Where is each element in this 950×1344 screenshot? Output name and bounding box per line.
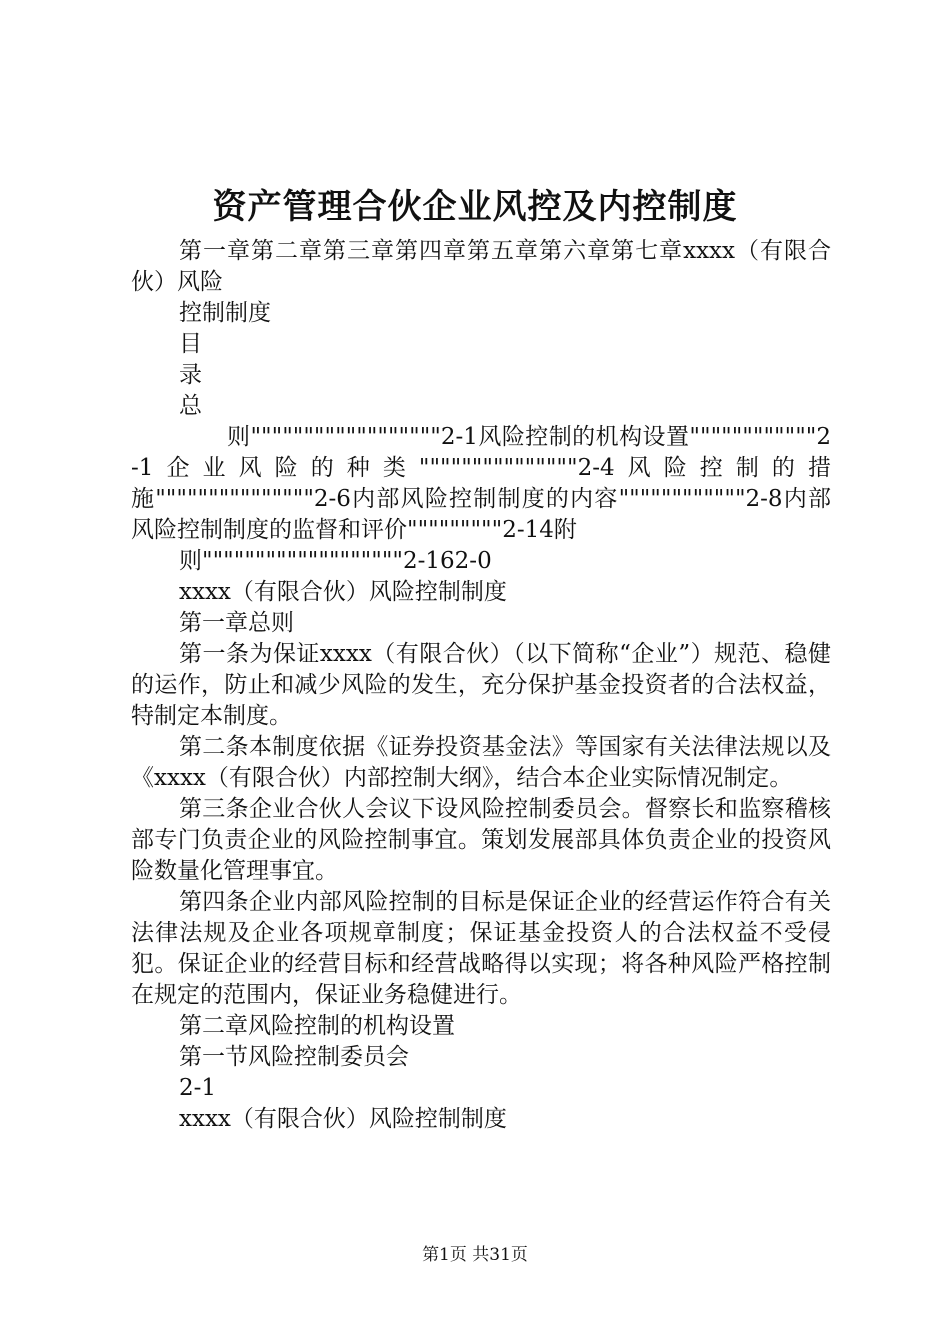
toc-heading-char: 总 — [179, 393, 202, 419]
article-paragraph: 第一条为保证xxxx（有限合伙）（以下简称“企业”）规范、稳健的运作，防止和减少风险的发生，充分保护基金投资者的合法权益，特制定本制度。 — [131, 641, 831, 729]
toc-heading-line: 控制制度 — [179, 300, 271, 326]
toc-entries: 则""""""""""""""""""2-1风险控制的机构设置""""""""""""2-1企业风险的种类"""""""""""""""2-4风险控制的措施"""""""""""""""2-6内部风险控制制度的内容""""""""""""2-8内部风险控制制度的监督和评价"""""""""2-14附 — [131, 424, 831, 543]
article-paragraph: 第四条企业内部风险控制的目标是保证企业的经营运作符合有关法律法规及企业各项规章制度；保证基金投资人的合法权益不受侵犯。保证企业的经营目标和经营战略得以实现；将各种风险严格控制在规定的范围内，保证业务稳健进行。 — [131, 889, 831, 1008]
page-marker: 2-1 — [179, 1075, 217, 1101]
section-heading: xxxx（有限合伙）风险控制制度 — [179, 579, 507, 605]
toc-last-entry: 则"""""""""""""""""""2-162-0 — [179, 548, 492, 574]
chapter-heading: 第二章风险控制的机构设置 — [179, 1013, 455, 1039]
document-body — [131, 236, 831, 1135]
toc-chapter-list: 第一章第二章第三章第四章第五章第六章第七章xxxx（有限合伙）风险 — [131, 238, 831, 295]
article-paragraph: 第二条本制度依据《证券投资基金法》等国家有关法律法规以及《xxxx（有限合伙）内部控制大纲》，结合本企业实际情况制定。 — [131, 734, 831, 791]
chapter-heading: 第一章总则 — [179, 610, 294, 636]
article-paragraph: 第三条企业合伙人会议下设风险控制委员会。督察长和监察稽核部专门负责企业的风险控制事宜。策划发展部具体负责企业的投资风险数量化管理事宜。 — [131, 796, 831, 884]
document-title: 资产管理合伙企业风控及内控制度 — [212, 187, 738, 227]
page-footer: 第1页 共31页 — [422, 1245, 528, 1265]
toc-heading-char: 目 — [179, 331, 202, 357]
section-heading: 第一节风险控制委员会 — [179, 1044, 409, 1070]
section-heading: xxxx（有限合伙）风险控制制度 — [179, 1106, 507, 1132]
toc-heading-char: 录 — [179, 362, 202, 388]
